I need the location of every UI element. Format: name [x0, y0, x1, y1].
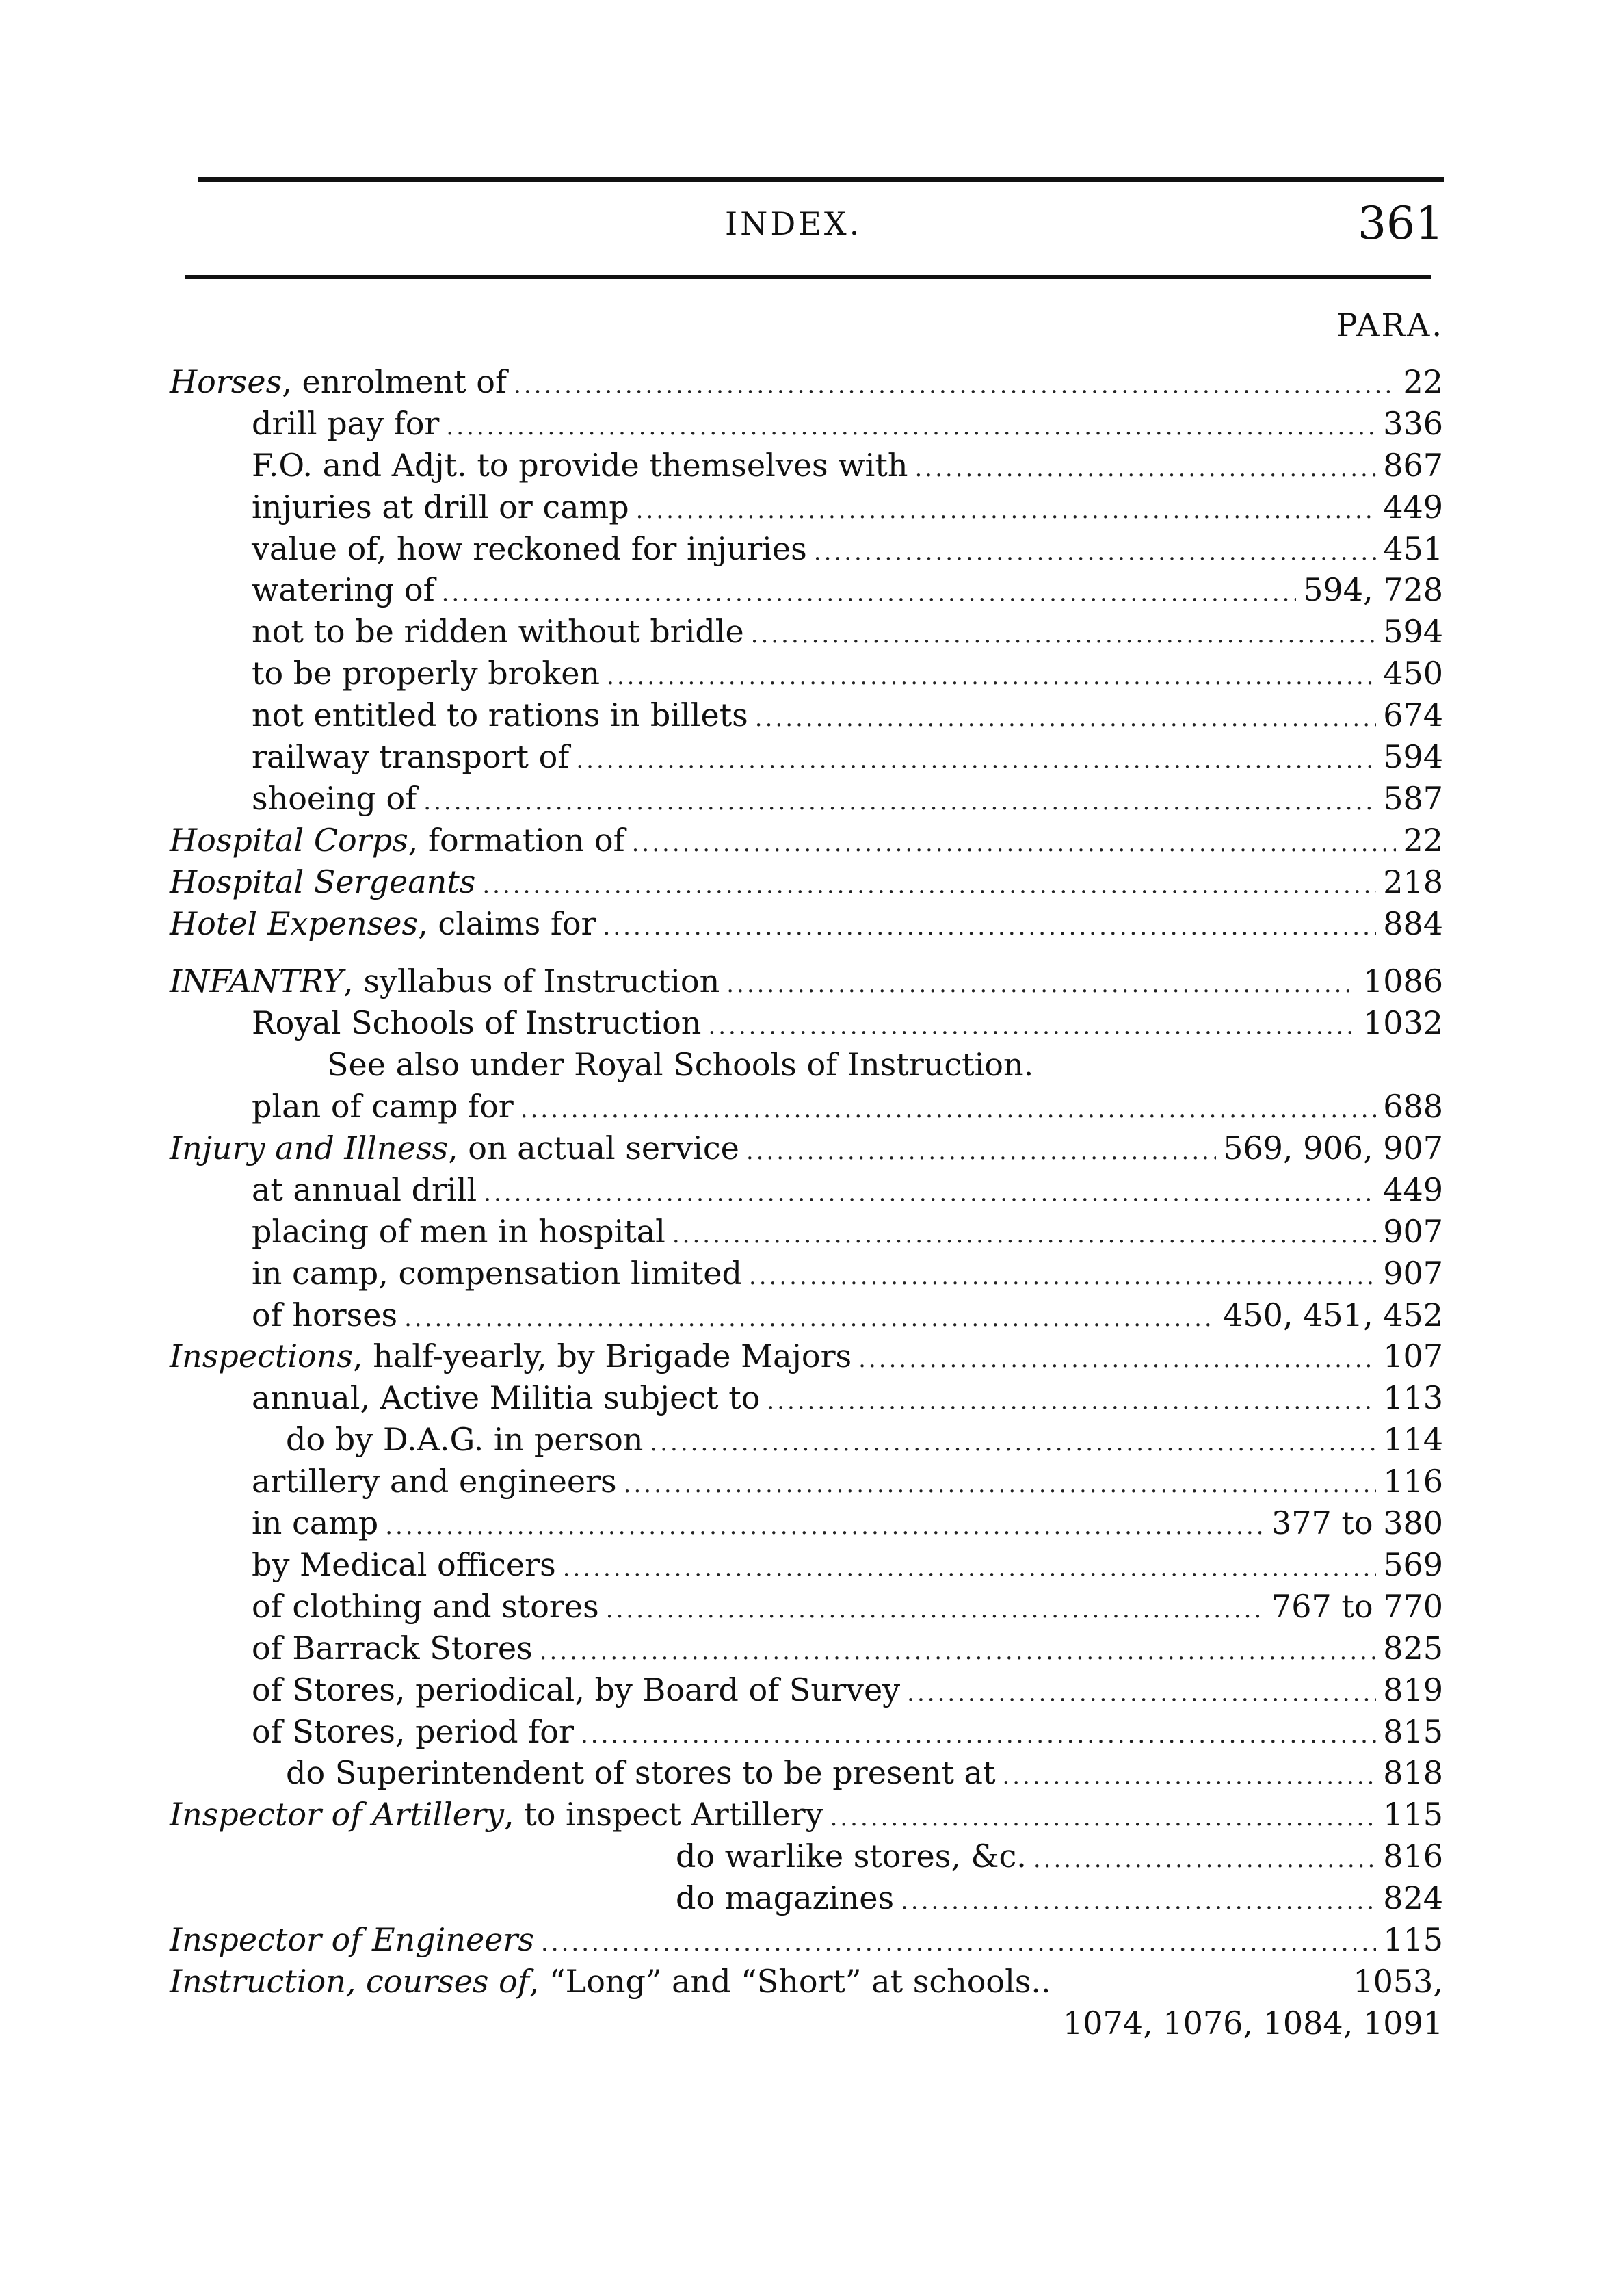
entry-subject: not to be ridden without bridle	[252, 613, 744, 651]
dot-leader	[520, 1089, 1376, 1130]
dot-leader	[830, 1797, 1377, 1838]
index-entry	[170, 1794, 1443, 1836]
entry-text	[286, 1752, 995, 1793]
dot-leader	[650, 1422, 1376, 1463]
paragraph-reference: 107	[1383, 1338, 1443, 1375]
entry-heading: Hotel Expenses	[170, 904, 419, 942]
index-entry	[170, 1544, 1443, 1586]
dot-leader	[672, 1214, 1376, 1255]
dot-leader	[749, 1256, 1376, 1297]
dot-leader	[767, 1381, 1376, 1422]
paragraph-reference: 114	[1383, 1421, 1443, 1459]
dot-leader	[814, 532, 1376, 573]
entry-text	[252, 694, 748, 735]
entry-subject: of clothing and stores	[252, 1587, 599, 1625]
paragraph-reference: 569, 906, 907	[1223, 1130, 1443, 1167]
entry-text	[252, 778, 417, 819]
index-entry	[170, 1211, 1443, 1253]
entry-text	[252, 1461, 617, 1502]
entry-text	[252, 1002, 701, 1043]
paragraph-reference: 587	[1383, 779, 1443, 817]
entry-text	[676, 1877, 894, 1918]
index-entry	[170, 961, 1443, 1002]
entry-subject: shoeing of	[252, 779, 417, 817]
entry-text	[327, 1044, 1033, 1085]
paragraph-reference: 115	[1383, 1920, 1443, 1958]
dot-leader	[708, 1006, 1356, 1047]
index-entry	[170, 1836, 1443, 1877]
index-entry	[170, 611, 1443, 653]
running-head: INDEX.	[725, 205, 862, 242]
entry-subject: placing of men in hospital	[252, 1212, 665, 1250]
paragraph-reference: 569	[1383, 1545, 1443, 1583]
index-entry	[170, 820, 1443, 861]
paragraph-reference: 1032	[1362, 1004, 1443, 1042]
entry-text	[252, 1294, 397, 1335]
paragraph-reference: 450	[1383, 655, 1443, 692]
index-entry	[170, 1335, 1443, 1377]
index-entry	[170, 1669, 1443, 1711]
entry-subject: do magazines	[676, 1879, 895, 1917]
entry-text	[252, 1628, 533, 1669]
index-entry	[170, 1711, 1443, 1753]
entry-subject: do by D.A.G. in person	[286, 1421, 644, 1459]
dot-leader	[514, 365, 1396, 406]
entry-text	[252, 1544, 556, 1585]
index-entry	[170, 1294, 1443, 1336]
paragraph-reference: 450, 451, 452	[1223, 1296, 1443, 1333]
dot-leader	[636, 490, 1377, 531]
index-entry	[170, 569, 1443, 611]
entry-subject: , enrolment of	[282, 363, 507, 400]
entry-subject: , formation of	[408, 821, 625, 859]
paragraph-reference: 594, 728	[1303, 571, 1443, 609]
index-entry	[170, 861, 1443, 903]
paragraph-reference: 815	[1383, 1712, 1443, 1750]
paragraph-reference: 824	[1383, 1879, 1443, 1917]
paragraph-reference: 819	[1383, 1671, 1443, 1708]
dot-leader	[484, 1173, 1376, 1214]
index-entry	[170, 1253, 1443, 1294]
index-entry	[170, 528, 1443, 570]
entry-subject: to be properly broken	[252, 655, 601, 692]
para-column-label: PARA.	[1336, 306, 1444, 343]
paragraph-reference: 884	[1383, 904, 1443, 942]
entry-text	[252, 1711, 574, 1752]
entry-text	[252, 736, 569, 777]
entry-subject: not entitled to rations in billets	[252, 696, 748, 734]
dot-leader	[576, 740, 1376, 781]
entry-heading: Hospital Corps	[170, 821, 408, 859]
entry-heading: INFANTRY	[170, 963, 344, 1000]
index-entry	[170, 1877, 1443, 1919]
entry-text	[252, 1669, 900, 1710]
index-entry	[170, 1502, 1443, 1544]
entry-text	[252, 569, 435, 610]
dot-leader	[541, 1922, 1376, 1964]
dot-leader	[907, 1673, 1376, 1714]
paragraph-reference: 825	[1383, 1629, 1443, 1667]
entry-subject: in camp, compensation limited	[252, 1254, 742, 1292]
index-entry	[170, 653, 1443, 694]
index-entry	[170, 903, 1443, 945]
entry-subject: annual, Active Militia subject to	[252, 1379, 761, 1417]
header-rule	[185, 275, 1431, 279]
dot-leader	[914, 448, 1376, 489]
entry-text	[286, 1419, 643, 1460]
entry-subject: by Medical officers	[252, 1545, 556, 1583]
entry-heading: Horses	[170, 363, 282, 400]
index-entry	[170, 361, 1443, 403]
index-entry	[170, 1044, 1443, 1086]
entry-subject: drill pay for	[252, 404, 440, 442]
entry-text	[252, 445, 908, 486]
paragraph-reference: 818	[1383, 1754, 1443, 1792]
entry-heading: Hospital Sergeants	[170, 863, 476, 900]
entry-heading: Inspections	[170, 1338, 353, 1375]
dot-leader	[404, 1298, 1216, 1339]
paragraph-reference: 377 to 380	[1271, 1504, 1443, 1542]
paragraph-reference: 816	[1383, 1838, 1443, 1875]
entry-subject: of Barrack Stores	[252, 1629, 533, 1667]
entry-subject: injuries at drill or camp	[252, 488, 629, 525]
entry-heading: Inspector of Engineers	[170, 1920, 534, 1958]
paragraph-reference: 22	[1403, 821, 1443, 859]
entry-subject: , claims for	[418, 904, 596, 942]
paragraph-reference: 22	[1403, 363, 1443, 400]
dot-leader	[540, 1631, 1376, 1672]
entry-text	[170, 820, 625, 861]
dot-leader	[858, 1339, 1376, 1380]
paragraph-reference: 594	[1383, 613, 1443, 651]
entry-text	[252, 1502, 378, 1543]
entry-text	[170, 1127, 739, 1169]
entry-subject: of Stores, period for	[252, 1712, 574, 1750]
entry-text	[170, 1335, 852, 1377]
index-entry	[170, 486, 1443, 528]
dot-leader	[563, 1548, 1376, 1589]
entry-subject: , “Long” and “Short” at schools..	[529, 1962, 1051, 2000]
dot-leader	[726, 964, 1356, 1005]
paragraph-reference: 116	[1383, 1463, 1443, 1500]
paragraph-reference: 113	[1383, 1379, 1443, 1417]
paragraph-reference: 674	[1383, 696, 1443, 734]
entry-text	[252, 611, 744, 652]
dot-leader	[482, 865, 1376, 906]
paragraph-reference: 115	[1383, 1796, 1443, 1834]
entry-text	[252, 1253, 742, 1294]
paragraph-reference: 1086	[1362, 963, 1443, 1000]
index-entry	[170, 1919, 1443, 1961]
entry-text	[252, 1377, 760, 1418]
dot-leader	[423, 781, 1376, 822]
entry-text	[252, 403, 439, 444]
entry-text	[252, 1586, 599, 1627]
entry-heading: Instruction, courses of	[170, 1962, 529, 2000]
dot-leader	[607, 656, 1376, 697]
index-entries	[170, 361, 1443, 2044]
dot-leader	[385, 1506, 1265, 1547]
entry-text	[252, 528, 807, 569]
paragraph-reference: 688	[1383, 1088, 1443, 1125]
entry-subject: See also under Royal Schools of Instruction.	[327, 1046, 1034, 1084]
dot-leader	[606, 1589, 1265, 1630]
entry-text	[170, 1919, 534, 1960]
paragraph-reference: 907	[1383, 1212, 1443, 1250]
entry-subject: , syllabus of Instruction	[343, 963, 720, 1000]
index-entry	[170, 1086, 1443, 1127]
dot-leader	[446, 406, 1376, 447]
dot-leader	[751, 614, 1376, 655]
dot-leader	[1033, 1839, 1376, 1880]
paragraph-reference: 218	[1383, 863, 1443, 900]
paragraph-reference: 594	[1383, 738, 1443, 776]
entry-subject: , to inspect Artillery	[504, 1796, 823, 1834]
entry-subject: of Stores, periodical, by Board of Survey	[252, 1671, 901, 1708]
entry-subject: watering of	[252, 571, 435, 609]
entry-subject: F.O. and Adjt. to provide themselves with	[252, 446, 908, 484]
entry-subject: Royal Schools of Instruction	[252, 1004, 702, 1042]
entry-text	[170, 903, 596, 944]
entry-subject: at annual drill	[252, 1171, 477, 1208]
entry-heading: Inspector of Artillery	[170, 1796, 504, 1834]
dot-leader	[624, 1464, 1377, 1505]
paragraph-reference: 767 to 770	[1271, 1587, 1443, 1625]
index-entry	[170, 1377, 1443, 1419]
paragraph-reference: 1053,	[1353, 1962, 1443, 2000]
dot-leader	[755, 698, 1376, 739]
entry-text	[170, 961, 720, 1002]
dot-leader	[632, 823, 1397, 864]
index-entry	[170, 2003, 1443, 2044]
entry-subject: , on actual service	[448, 1130, 739, 1167]
paragraph-reference: 449	[1383, 488, 1443, 525]
dot-leader	[603, 906, 1377, 948]
entry-text	[252, 1086, 514, 1127]
entry-text	[252, 1211, 665, 1252]
dot-leader	[1002, 1756, 1376, 1797]
entry-subject: 1074, 1076, 1084, 1091	[1063, 2004, 1443, 2041]
index-entry	[170, 1461, 1443, 1502]
entry-subject: railway transport of	[252, 738, 570, 776]
paragraph-reference: 336	[1383, 404, 1443, 442]
entry-text	[170, 1794, 823, 1835]
entry-subject: plan of camp for	[252, 1088, 514, 1125]
index-entry	[170, 1002, 1443, 1044]
dot-leader	[901, 1881, 1376, 1922]
entry-subject: artillery and engineers	[252, 1463, 617, 1500]
index-entry	[170, 736, 1443, 778]
entry-subject: do Superintendent of stores to be present at	[286, 1754, 996, 1792]
page-number: 361	[1358, 197, 1444, 250]
entry-text	[170, 1961, 1051, 2002]
index-entry	[170, 1752, 1443, 1794]
index-entry	[170, 1628, 1443, 1669]
index-entry	[170, 1169, 1443, 1211]
entry-text	[252, 486, 629, 527]
entry-subject: do warlike stores, &c.	[676, 1838, 1027, 1875]
index-entry	[170, 445, 1443, 486]
index-entry	[170, 1127, 1443, 1169]
top-rule	[198, 177, 1444, 182]
entry-text	[170, 361, 507, 402]
entry-text	[170, 861, 475, 902]
entry-subject: value of, how reckoned for injuries	[252, 530, 807, 567]
dot-leader	[442, 573, 1297, 614]
index-entry	[170, 694, 1443, 736]
dot-leader	[581, 1714, 1376, 1756]
dot-leader	[746, 1131, 1216, 1172]
index-entry	[170, 403, 1443, 445]
entry-text	[252, 653, 600, 694]
index-entry	[170, 1586, 1443, 1628]
entry-text	[252, 1169, 477, 1210]
entry-subject: of horses	[252, 1296, 398, 1333]
entry-text	[676, 1836, 1027, 1877]
entry-subject: in camp	[252, 1504, 379, 1542]
index-entry	[170, 778, 1443, 820]
entry-heading: Injury and Illness	[170, 1130, 449, 1167]
index-entry	[170, 1419, 1443, 1461]
paragraph-reference: 907	[1383, 1254, 1443, 1292]
paragraph-reference: 451	[1383, 530, 1443, 567]
entry-text	[1063, 2003, 1443, 2044]
paragraph-reference: 449	[1383, 1171, 1443, 1208]
entry-subject: , half-yearly, by Brigade Majors	[352, 1338, 852, 1375]
index-entry	[170, 1961, 1443, 2003]
paragraph-reference: 867	[1383, 446, 1443, 484]
